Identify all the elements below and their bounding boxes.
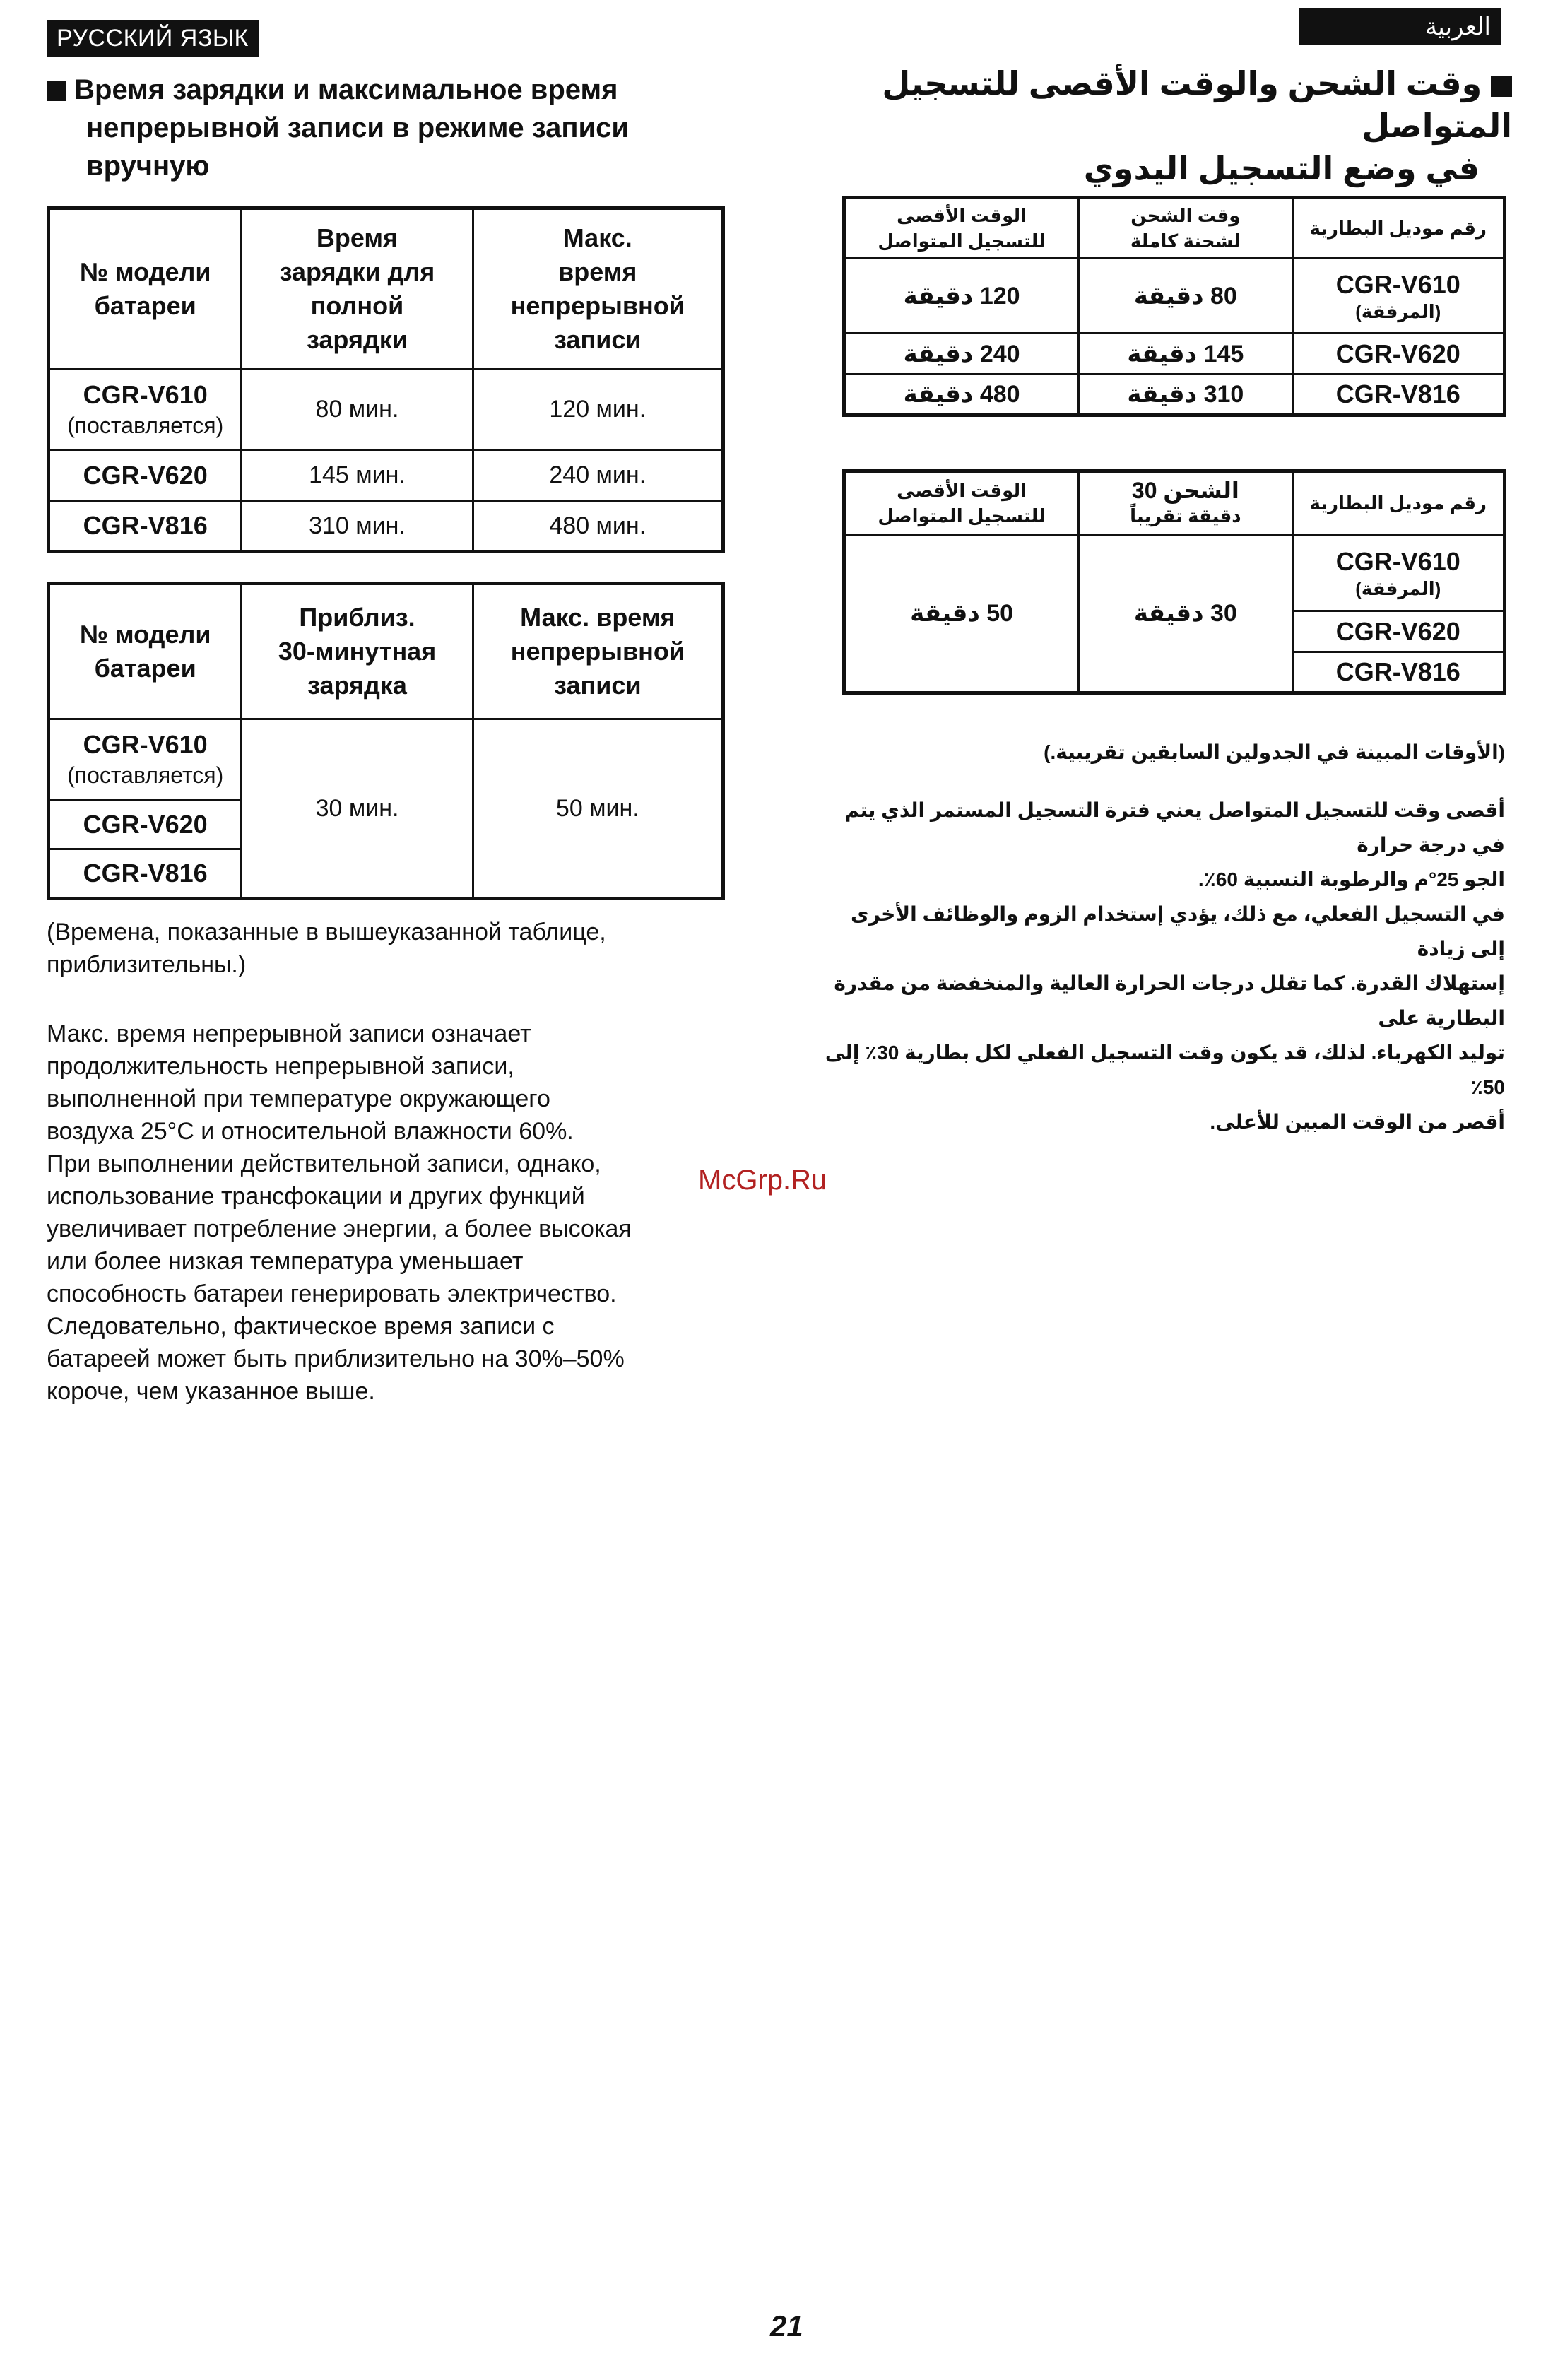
charge-cell: 80 мин. [242,370,473,450]
table-header-row [49,584,724,719]
arabic-paragraph: أقصى وقت للتسجيل المتواصل يعني فترة التسجيل المستمر الذي يتم في درجة حرارة الجو 25°م والرطوبة النسبية 60٪. في التسجيل الفعلي، مع ذلك، يؤدي إستخدام الزوم والوظائف الأخرى إلى زيادة إستهلاك القدرة. كما تقلل درجات الحرارة العالية والمنخفضة من مقدرة البطارية على توليد الكهرباء. لذلك، قد يكون وقت التسجيل الفعلي لكل بطارية 30٪ إلى 50٪ أقصر من الوقت المبين للأعلى. [825,799,1505,1133]
model-cell: CGR-V620 [49,800,242,849]
language-label-arabic: العربية [1299,8,1501,45]
model-cell: CGR-V816 [49,501,242,552]
table-row [49,450,724,501]
header-charge-time: Время зарядки для полной зарядки [242,208,473,370]
arabic-table-full-charge [842,196,1506,417]
header-max-record: الوقت الأقصى للتسجيل المتواصل [844,198,1079,259]
russian-note: (Времена, показанные в вышеуказанной таблице, приблизительны.) [47,919,606,978]
russian-table-full-charge [47,206,725,553]
header-30min-charge: Приблиз. 30-минутная зарядка [242,584,473,719]
record-cell: 50 دقيقة [844,535,1079,693]
heading-line: وقت الشحن والوقت الأقصى للتسجيل المتواصل [882,65,1512,144]
record-cell: 480 мин. [473,501,723,552]
header-model: رقم موديل البطارية [1292,198,1505,259]
arabic-note: (الأوقات المبينة في الجدولين السابقين تقريبية.) [1044,741,1505,763]
bullet-square-icon [1491,76,1512,97]
charge-cell: 310 мин. [242,501,473,552]
model-cell: CGR-V620 [1292,334,1505,375]
model-cell: CGR-V620 [49,450,242,501]
model-cell: CGR-V610 (المرفقة) [1292,259,1505,334]
model-cell: CGR-V610 (المرفقة) [1292,535,1504,611]
charge-cell: 80 دقيقة [1079,259,1292,334]
table-row [49,719,724,800]
charge-cell: 30 دقيقة [1079,535,1292,693]
table-row [844,334,1505,375]
header-charge-time: وقت الشحن لشحنة كاملة [1079,198,1292,259]
table-row [49,501,724,552]
table-row [49,370,724,450]
table-header-row [844,198,1505,259]
model-cell: CGR-V816 [1292,375,1505,416]
watermark: McGrp.Ru [698,1165,827,1196]
heading-line: Время зарядки и максимальное время [74,74,618,105]
record-cell: 120 мин. [473,370,723,450]
header-max-record: Макс. время непрерывной записи [473,208,723,370]
header-max-record: Макс. время непрерывной записи [473,584,723,719]
heading-line: في وضع التسجيل اليدوي [1083,150,1480,187]
charge-cell: 145 دقيقة [1079,334,1292,375]
model-cell: CGR-V610 (поставляется) [49,719,242,800]
table-row [844,259,1505,334]
table-row [844,375,1505,416]
table-header-row [844,471,1505,535]
heading-line: вручную [86,151,210,182]
arabic-heading [820,62,1512,189]
header-30min-charge: الشحن 30 دقيقة تقريباً [1079,471,1292,535]
arabic-table-30min-charge [842,469,1506,695]
record-cell: 50 мин. [473,719,723,899]
header-max-record: الوقت الأقصى للتسجيل المتواصل [844,471,1079,535]
language-label-russian: РУССКИЙ ЯЗЫК [47,20,259,57]
russian-heading [47,71,718,185]
charge-cell: 310 دقيقة [1079,375,1292,416]
table-header-row [49,208,724,370]
model-cell: CGR-V610 (поставляется) [49,370,242,450]
record-cell: 480 دقيقة [844,375,1079,416]
record-cell: 240 мин. [473,450,723,501]
heading-line: непрерывной записи в режиме записи [86,112,629,143]
charge-cell: 30 мин. [242,719,473,899]
record-cell: 120 دقيقة [844,259,1079,334]
bullet-square-icon [47,81,66,101]
model-cell: CGR-V816 [49,849,242,899]
table-row [844,535,1505,611]
header-model: № модели батареи [49,208,242,370]
header-model: رقم موديل البطارية [1292,471,1504,535]
russian-table-30min-charge [47,582,725,900]
russian-paragraph: Макс. время непрерывной записи означает продолжительность непрерывной записи, выполненной при температуре окружающего воздуха 25°C и относительной влажности 60%. При выполнении действительной записи, однако, использование трансфокации и других функций увеличивает потребление энергии, а более высокая или более низкая температура уменьшает способность батареи генерировать электричество. Следовательно, фактическое время записи с батареей может быть приблизительно на 30%–50% короче, чем указанное выше. [47,1020,632,1405]
record-cell: 240 دقيقة [844,334,1079,375]
header-model: № модели батареи [49,584,242,719]
model-cell: CGR-V620 [1292,611,1504,652]
model-cell: CGR-V816 [1292,652,1504,693]
page-number: 21 [770,2309,803,2343]
charge-cell: 145 мин. [242,450,473,501]
